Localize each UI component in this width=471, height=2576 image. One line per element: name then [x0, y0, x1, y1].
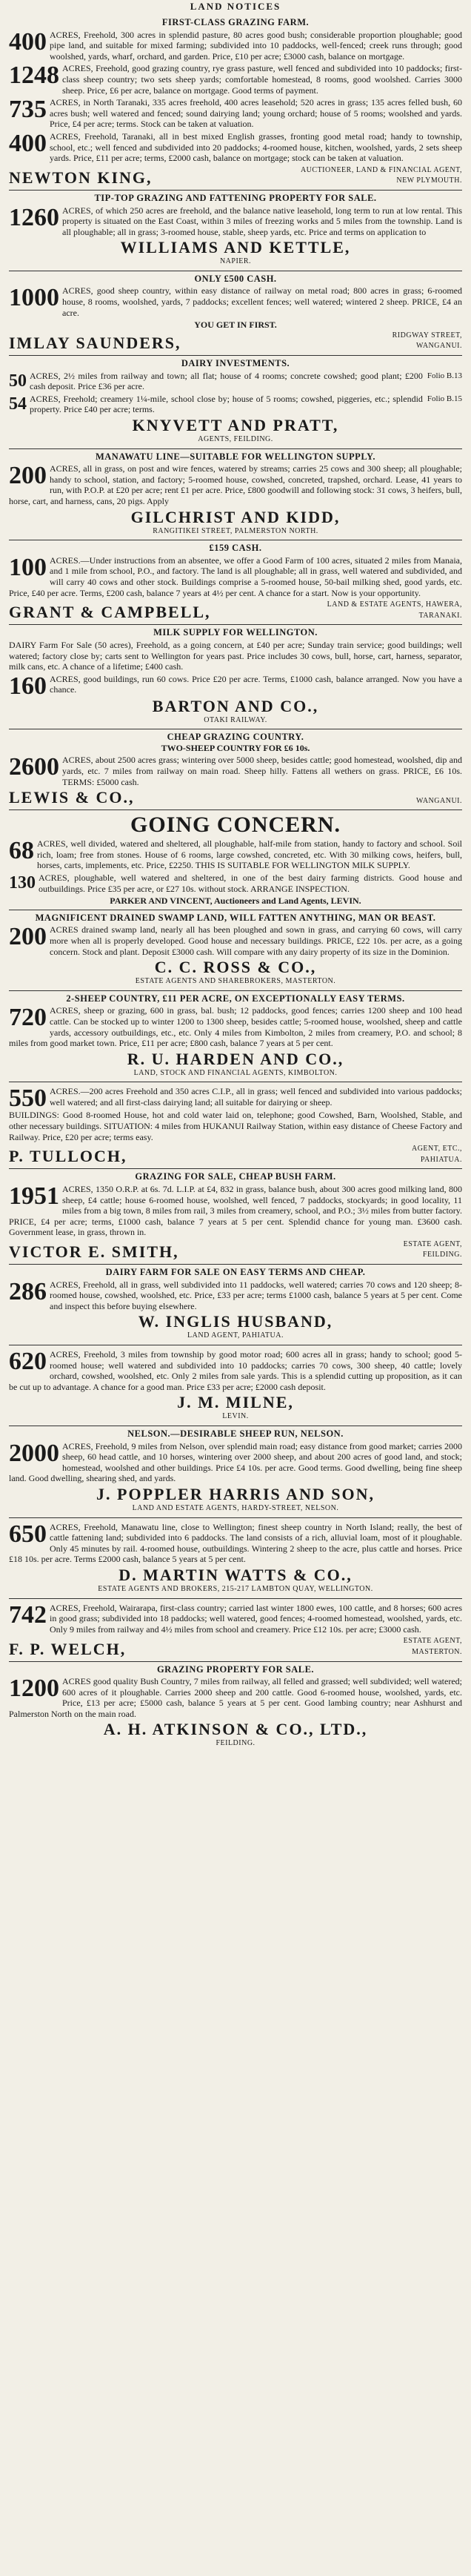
agent-address: OTAKI RAILWAY. — [204, 715, 267, 724]
folio-ref: Folio B.13 — [427, 371, 462, 380]
acreage: 1200 — [9, 1675, 59, 1703]
listing — [9, 1441, 462, 1484]
agent-signature — [9, 165, 462, 187]
acreage: 1248 — [9, 62, 59, 90]
ad-inglis-husband — [9, 1265, 462, 1345]
agent-name: KNYVETT AND PRATT, — [132, 416, 339, 434]
acreage: 742 — [9, 1600, 47, 1629]
ad-tulloch — [9, 1082, 462, 1169]
listing — [9, 1522, 462, 1565]
listing — [9, 97, 462, 130]
section-heading: GRAZING FOR SALE, CHEAP BUSH FARM. — [135, 1171, 336, 1182]
agent-address: WANGANUI. — [416, 796, 462, 805]
listing-text: ACRES good quality Bush Country, 7 miles from railway, all felled and grassed; well subdivided; well watered; 600 acres of it ploughable. Carries 2000 sheep and 200 cattle. Good 6-roomed house, woolshed, yards, etc. Price, £13 per acre; £5000 cash, balance 5 years at 5 per cent. Good lambing country; near Ashhurst and Palmerston North on the main road. — [9, 1676, 462, 1719]
agent-signature — [9, 331, 462, 352]
listing — [9, 924, 462, 957]
ad-ross-co — [9, 910, 462, 991]
agent-address: LAND AND ESTATE AGENTS, HARDY-STREET, NELSON. — [132, 1503, 339, 1512]
agent-name: C. C. ROSS & CO., — [154, 958, 317, 977]
agent-address: AGENTS, FEILDING. — [198, 435, 273, 443]
section-heading: £159 CASH. — [209, 543, 262, 554]
agent-address: ESTATE AGENT, FEILDING. — [403, 1239, 462, 1259]
acreage: 200 — [9, 462, 47, 490]
listing — [9, 394, 462, 415]
listing-text: ACRES, good buildings, run 60 cows. Price £20 per acre. Terms, £1000 cash, balance arranged. Now you have a chance. — [50, 673, 462, 695]
agent-name: WILLIAMS AND KETTLE, — [120, 238, 351, 257]
acreage: 160 — [9, 672, 47, 700]
acreage: 400 — [9, 27, 47, 56]
agent-address: ESTATE AGENT, MASTERTON. — [403, 1637, 462, 1656]
listing-text: ACRES, 2½ miles from railway and town; all flat; house of 4 rooms; concrete cowshed; good plant; £200 cash deposit. Price £36 per acre. — [30, 370, 423, 392]
listing — [9, 131, 462, 164]
acreage: 550 — [9, 1085, 47, 1113]
listing — [9, 1676, 462, 1719]
section-heading: GRAZING PROPERTY FOR SALE. — [156, 1663, 315, 1675]
acreage: 650 — [9, 1520, 47, 1548]
agent-address: AGENT, ETC., PAHIATUA. — [411, 1145, 462, 1164]
agent-address: ESTATE AGENTS AND SHAREBROKERS, MASTERTON. — [135, 977, 336, 986]
listing — [9, 63, 462, 96]
ad-poppler-harris — [9, 1426, 462, 1518]
listing-text: ACRES, Freehold; creamery 1¼-mile, school close by; house of 5 rooms; cowshed, piggeries, etc.; splendid property. Price £40 per acre; terms. — [30, 393, 423, 415]
listing — [9, 838, 462, 871]
listing-text: ACRES.—200 acres Freehold and 350 acres C.I.P., all in grass; well fenced and subdivided into various paddocks; well watered; and all first-class dairying land; all suitable for dairying or sheep. — [50, 1086, 462, 1107]
listing — [9, 463, 462, 506]
agent-name: P. TULLOCH, — [9, 1147, 127, 1166]
agent-address: RANGITIKEI STREET, PALMERSTON NORTH. — [153, 526, 318, 535]
listing-text: ACRES, of which 250 acres are freehold, and the balance native leasehold, long term to run at low rental. This property is situated on the East Coast, within 3 miles of freezing works and 5 miles from the township. Land is all ploughable; all in grass; 3-roomed house, stable, sheep yards, etc. Price and terms on application to — [62, 205, 462, 237]
section-heading: 2-SHEEP COUNTRY, £11 PER ACRE, ON EXCEPTIONALLY EASY TERMS. — [66, 993, 405, 1004]
acreage: 286 — [9, 1277, 47, 1305]
ad-grant-campbell — [9, 540, 462, 625]
agent-address: LAND, STOCK AND FINANCIAL AGENTS, KIMBOLTON. — [133, 1068, 338, 1077]
ad-harden-co — [9, 991, 462, 1083]
acreage: 100 — [9, 553, 47, 581]
listing — [9, 873, 462, 894]
listing-text: ACRES, Freehold, Manawatu line, close to Wellington; finest sheep country in North Island; really, the best of cattle fattening land; subdivided into 6 paddocks. The land consists of a rich, alluvial loam, most of it ploughable. Only 45 minutes by rail. 4-roomed house, outbuildings. Wintering 2 sheep to the acre, plus cattle and horses. Price £18 10s. per acre. Terms £2000 cash, balance 5 years at 5 per cent. — [9, 1521, 462, 1565]
apply-label: Apply — [146, 495, 169, 506]
ad-welch — [9, 1599, 462, 1662]
listing — [9, 1005, 462, 1048]
ad-gilchrist-kidd — [9, 449, 462, 541]
agent-name: NEWTON KING, — [9, 168, 153, 187]
listing — [9, 205, 462, 238]
listing-text: ACRES, sheep or grazing, 600 in grass, bal. bush; 12 paddocks, good fences; carries 1200 sheep and 100 head cattle. Can be stocked up to winter 1200 to 1300 sheep, besides cattle; 5-roomed house, woolshed, sheep and cattle yards, accessory outbuildings, etc., etc. Only 4 miles from Kimbolton, 2 miles from creamery, P.O. and school; 8 miles from good market town. Price, £11 per acre; £800 cash, balance 7 years at 5 per cent. — [9, 1005, 462, 1049]
section-heading: DAIRY FARM FOR SALE ON EASY TERMS AND CHEAP. — [105, 1267, 366, 1278]
section-heading: ONLY £500 CASH. — [194, 273, 277, 284]
agent-name: BARTON AND CO., — [152, 696, 319, 715]
acreage: 1000 — [9, 284, 59, 312]
acreage: 620 — [9, 1348, 47, 1376]
agent-name: GILCHRIST AND KIDD, — [130, 507, 341, 526]
section-heading: NELSON.—DESIRABLE SHEEP RUN, NELSON. — [127, 1428, 344, 1439]
section-subheading: TWO-SHEEP COUNTRY FOR £6 10s. — [161, 742, 310, 753]
listing — [9, 555, 462, 598]
acreage: 1951 — [9, 1182, 59, 1210]
listing-text: ACRES, about 2500 acres grass; wintering over 5000 sheep, besides cattle; good homestead, woolshed, dip and yards, etc. 7 miles from railway on main road. Sheep hilly. Fattens all wethers on grass. PRICE, £6 10s. TERMS: £5000 cash. — [62, 755, 462, 787]
agent-signature — [9, 1636, 462, 1658]
acreage: 735 — [9, 96, 47, 124]
ad-barton-co — [9, 625, 462, 729]
listing — [9, 285, 462, 318]
agent-name: A. H. ATKINSON & CO., LTD., — [103, 1720, 368, 1739]
agent-name: VICTOR E. SMITH, — [9, 1242, 179, 1262]
listing — [9, 1110, 462, 1142]
listing-text: ACRES, Freehold, Taranaki, all in best mixed English grasses, fronting good metal road; handy to township, school, etc.; well fenced and subdivided into 20 paddocks; 4-roomed house, kitchen, woolshed, yards, 2 sets sheep yards. Price, £11 per acre; terms, £2000 cash, balance on mortgage; stock can be taken at valuation. — [50, 130, 462, 164]
section-heading: MAGNIFICENT DRAINED SWAMP LAND, WILL FATTEN ANYTHING, MAN OR BEAST. — [35, 912, 436, 923]
agent-signature — [9, 1144, 462, 1165]
agent-name: IMLAY SAUNDERS, — [9, 334, 181, 353]
section-heading: MANAWATU LINE—SUITABLE FOR WELLINGTON SUPPLY. — [95, 451, 376, 462]
acreage: 50 — [9, 371, 27, 391]
agent-name: LEWIS & CO., — [9, 788, 135, 807]
listing-text: ACRES, Freehold, all in grass, well subdivided into 11 paddocks, well watered; carries 70 cows and 120 sheep; 8-roomed house, cowshed, woolshed, etc. Price, £33 per acre; terms £1000 cash, balance 5 years at 5 per cent. Come and inspect this before buying elsewhere. — [50, 1279, 462, 1311]
ad-atkinson — [9, 1662, 462, 1753]
listing — [9, 371, 462, 392]
listing — [9, 1184, 462, 1238]
ad-victor-smith — [9, 1169, 462, 1265]
ad-milne — [9, 1345, 462, 1426]
listing-text: ACRES, 1350 O.R.P. at 6s. 7d. L.I.P. at £4, 832 in grass, balance bush, about 300 acres good milking land, 800 sheep, £4 cattle; house 6-roomed house, woolshed, well fenced, 7 paddocks, stockyards; in good locality, 11 miles from a big town, 8 miles from rail, 3 miles from creamery, school, and P.O.; 3½ miles from butter factory. PRICE, £4 per acre; terms, £1000 cash, balance 7 years at 5 per cent. Splendid chance for young man. £3600 cash. Government lease, in grass, thrown in. — [9, 1183, 462, 1238]
acreage: 200 — [9, 923, 47, 951]
listing-text: ACRES, well divided, watered and sheltered, all ploughable, half-mile from station, handy to factory and school. Soil rich, loam; free from stones. House of 6 rooms, large cowshed, concreted, etc. With 30 milking cows, heifers, bull, horses, carts, implements, etc. Price, £2250. THIS IS SUITABLE FOR WELLINGTON MILK SUPPLY. — [37, 838, 462, 871]
agent-signature — [9, 789, 462, 807]
listing — [9, 1085, 462, 1113]
listing-text: BUILDINGS: Good 8-roomed House, hot and cold water laid on, telephone; good Cowshed, Barn, Woolshed, Stable, and other necessary buildings. SITUATION: 4 miles from HUKANUI Railway Station, within easy distance of Cheese Factory and Railway. Price, £20 per acre; terms easy. — [9, 1110, 462, 1142]
listing-text: ACRES, all in grass, on post and wire fences, watered by streams; carries 25 cows and 300 sheep; all ploughable; handy to school, station, and factory; 5-roomed house, cowshed, concreted, trapshed, orchard. Lease, 41 years to run, with P.O.P. at £20 per acre; rent £1 per acre. Price, £800 goodwill and following stock: 31 cows, 3 heifers, bull, horse, cart, and harness, cans, 20 pigs. — [9, 463, 462, 506]
agent-address: LAND AGENT, PAHIATUA. — [187, 1331, 284, 1340]
agent-name: PARKER AND VINCENT, Auctioneers and Land Agents, LEVIN. — [110, 895, 361, 907]
listing-text: DAIRY Farm For Sale (50 acres), Freehold, as a going concern, at £40 per acre; Sunday train service; good buildings; well watered; factory close by; carts sent to Wellington for years past. Price includes 30 cows, bull, horse, cart, harness, separator, milk cans, etc. A chance of a lifetime; £400 cash. — [9, 639, 462, 672]
section-banner: GOING CONCERN. — [130, 812, 341, 838]
listing — [9, 1349, 462, 1392]
agent-name: D. MARTIN WATTS & CO., — [118, 1565, 353, 1584]
agent-address: LAND & ESTATE AGENTS, HAWERA, TARANAKI. — [327, 600, 462, 620]
acreage: 130 — [9, 873, 36, 893]
ad-imlay-saunders — [9, 271, 462, 356]
agent-name: R. U. HARDEN AND CO., — [127, 1049, 344, 1068]
agent-name: F. P. WELCH, — [9, 1639, 127, 1658]
land-notices-page — [9, 0, 462, 1752]
agent-address: AUCTIONEER, LAND & FINANCIAL AGENT, NEW PLYMOUTH. — [300, 165, 462, 185]
agent-signature — [9, 1239, 462, 1261]
agent-name: J. POPPLER HARRIS AND SON, — [96, 1484, 375, 1503]
listing-text: ACRES drained swamp land, nearly all has been ploughed and sown in grass, and carrying 60 cows, will carry more when all is properly developed. Good house and necessary buildings. PRICE, £22 10s. per acre, as a going concern. Stock and plant. Deposit £3000 cash. Will compare with any dairy property of its size in the Dominion. — [50, 924, 462, 957]
agent-signature — [9, 600, 462, 621]
section-heading: DAIRY INVESTMENTS. — [181, 358, 290, 369]
callout: YOU GET IN FIRST. — [194, 319, 277, 331]
ad-parker-vincent — [9, 810, 462, 910]
acreage: 2600 — [9, 753, 59, 781]
listing — [9, 1600, 462, 1635]
acreage: 2000 — [9, 1439, 59, 1467]
listing-text: ACRES, Freehold, 9 miles from Nelson, over splendid main road; easy distance from good market; carries 2000 sheep, 60 head cattle, and 10 horses, wintering over 2000 sheep, and about 200 acres of good land, and stock; homestead, woolshed and other buildings. Price £4 10s. per acre. Good terms. Good dwelling, being fine sheep land. Good dwelling, shearing shed, and yards. — [9, 1440, 462, 1484]
agent-name: W. INGLIS HUSBAND, — [138, 1312, 333, 1331]
section-heading: CHEAP GRAZING COUNTRY. — [167, 732, 304, 743]
listing-text: ACRES, in North Taranaki, 335 acres freehold, 400 acres leasehold; 520 acres in grass; 135 acres felled bush, 60 acres bush; well watered and fenced; sound dairying land; young orchard; house of 5 rooms; woolshed and yards. Price, £4 per acre; terms. Stock can be taken at valuation. — [50, 97, 462, 130]
acreage: 720 — [9, 1004, 47, 1032]
listing-text: ACRES, good sheep country, within easy distance of railway on metal road; 800 acres in grass; 6-roomed house, 8 rooms, woolshed, yards, 7 paddocks; excellent fences; well watered; wintered 2 sheep. PRICE, £4 an acre. — [62, 285, 462, 318]
listing — [9, 640, 462, 672]
agent-address: ESTATE AGENTS AND BROKERS, 215-217 LAMBTON QUAY, WELLINGTON. — [98, 1584, 373, 1593]
ad-martin-watts — [9, 1518, 462, 1599]
listing-text: ACRES.—Under instructions from an absentee, we offer a Good Farm of 100 acres, situated 2 miles from Manaia, and 1 mile from school, P.O., and factory. The land is all ploughable; all in grass, well watered and subdivided, and will carry 40 cows and other stock. Buildings comprise a 5-roomed house, 50-bail milking shed, good yards, etc. Price, £40 per acre. Terms, £200 cash, balance 7 years at 4½ per cent. A chance for a start. Now is your opportunity. — [9, 554, 462, 598]
ad-williams-kettle — [9, 191, 462, 271]
acreage: 68 — [9, 837, 34, 865]
listing-text: ACRES, ploughable, well watered and sheltered, in one of the best dairy farming districts. Good house and outbuildings. Price £35 per acre, or £27 10s. without stock. ARRANGE INSPECTION. — [39, 873, 462, 894]
agent-address: FEILDING. — [216, 1739, 255, 1748]
ad-lewis-co — [9, 729, 462, 810]
agent-address: NAPIER. — [219, 257, 252, 266]
ad-newton-king — [9, 15, 462, 191]
listing — [9, 1279, 462, 1312]
agent-address: RIDGWAY STREET, WANGANUI. — [392, 331, 462, 351]
section-heading: FIRST-CLASS GRAZING FARM. — [161, 17, 310, 27]
acreage: 1260 — [9, 203, 59, 231]
listing-text: ACRES, Freehold, 3 miles from township by good motor road; 600 acres all in grass; handy to school; good 5-roomed house; well watered and subdivided into 10 paddocks; carries 70 cows, 300 sheep, 40 cattle; lovely orchard, cowshed, woolshed, etc. Only 2 miles from sale yards. This is a splendid cutting up proposition, as it can be cut up to advantage. A chance for a good man. Price £33 per acre; £2000 cash deposit. — [9, 1349, 462, 1392]
masthead: LAND NOTICES — [190, 1, 281, 12]
agent-address: LEVIN. — [222, 1412, 249, 1421]
section-heading: TIP-TOP GRAZING AND FATTENING PROPERTY FOR SALE. — [94, 192, 377, 203]
listing-text: ACRES, Freehold, Wairarapa, first-class country; carried last winter 1800 ewes, 100 cattle, and 8 horses; 600 acres in good grass; subdivided into 18 paddocks; well watered, good fences; 4-roomed homestead, woolshed, yards, etc. Only 9 miles from railway and 4½ miles from school and creamery. Price £12 10s. per acre; £3000 cash. — [50, 1602, 462, 1635]
section-heading: MILK SUPPLY FOR WELLINGTON. — [153, 627, 318, 638]
agent-name: J. M. MILNE, — [177, 1393, 294, 1412]
listing — [9, 672, 462, 700]
listing-text: ACRES, Freehold, good grazing country, rye grass pasture, well fenced and subdivided into 10 paddocks; first-class sheep country; two sets sheep yards; comfortable homestead, 8 rooms, good woolshed. Carries 3000 sheep. Price, £6 per acre, balance on mortgage. Good terms of payment. — [62, 63, 462, 96]
listing-text: ACRES, Freehold, 300 acres in splendid pasture, 80 acres good bush; considerable proportion ploughable; good pipe land, and suitable for mixed farming; subdivided into 10 paddocks, well-fenced; creek runs through; good woolshed, yards, wharf, orchard, and garden. Price, £10 per acre; £3000 cash, balance on mortgage. — [50, 29, 462, 62]
acreage: 400 — [9, 129, 47, 157]
folio-ref: Folio B.15 — [427, 394, 462, 403]
listing — [9, 755, 462, 787]
listing — [9, 27, 462, 62]
ad-knyvett-pratt — [9, 356, 462, 449]
acreage: 54 — [9, 394, 27, 414]
agent-name: GRANT & CAMPBELL, — [9, 603, 211, 622]
